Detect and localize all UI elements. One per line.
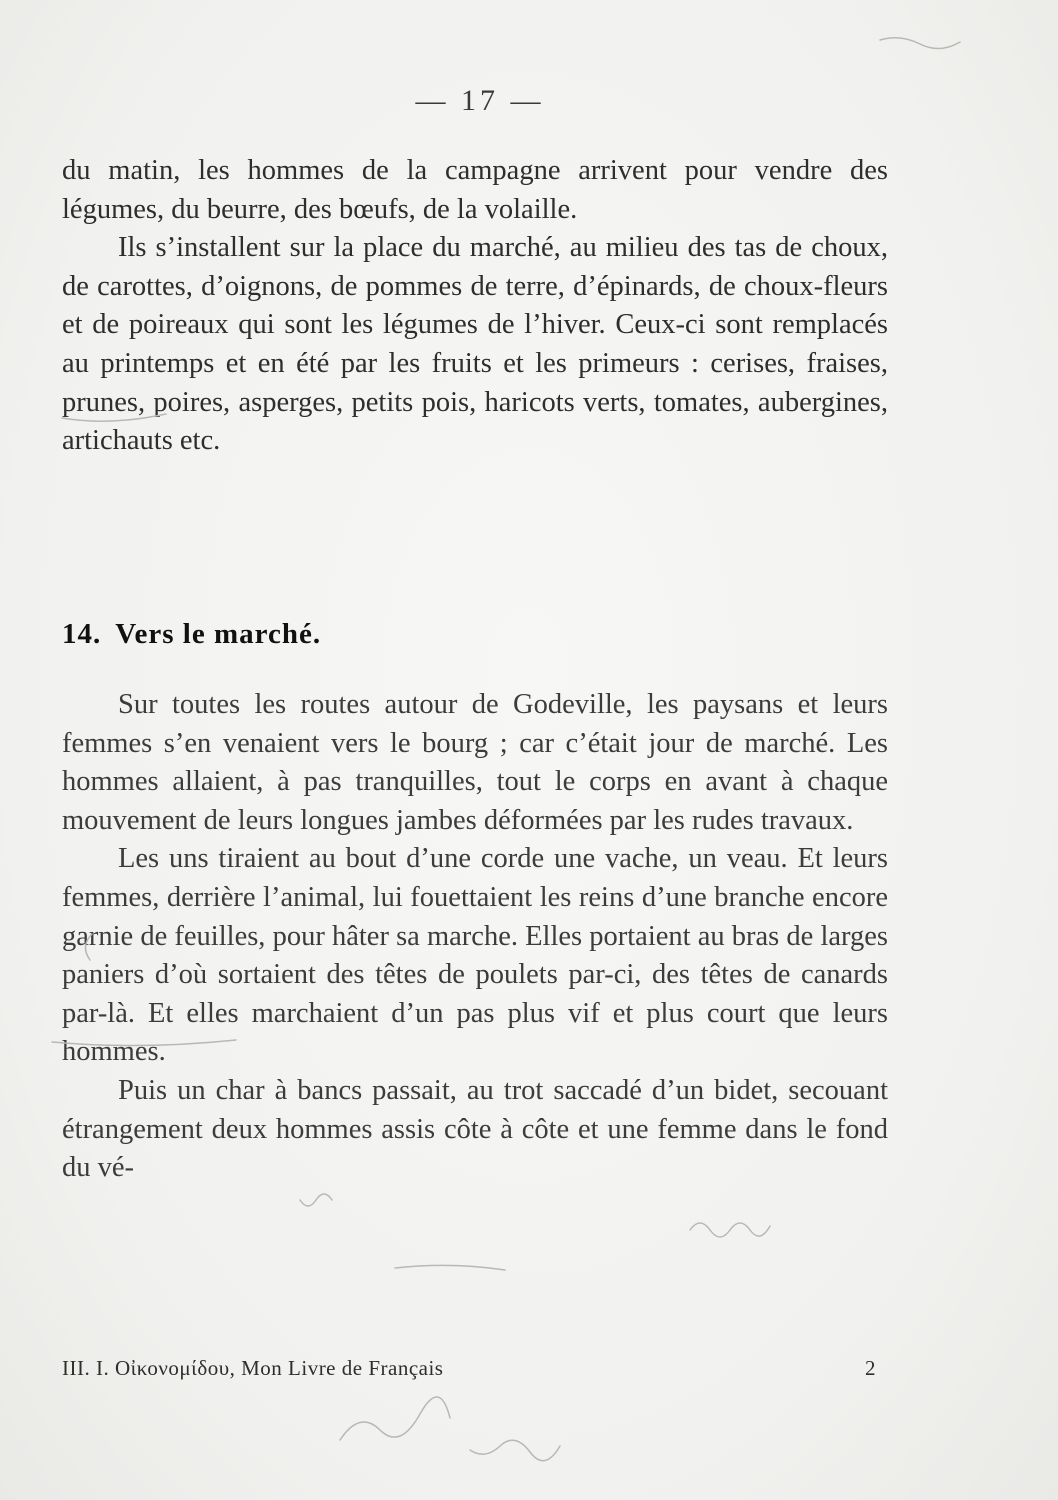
footer-sheet-number: 2 bbox=[865, 1356, 876, 1380]
paragraph: Puis un char à bancs passait, au trot saccadé d’un bidet, secouant étrangement deux hommes assis côte à côte et une femme dans le fond du vé- bbox=[62, 1074, 888, 1184]
pencil-scribble bbox=[340, 1397, 450, 1440]
paragraph: Ils s’installent sur la place du marché, au milieu des tas de choux, de carottes, d’oignons, de pommes de terre, d’épinards, de choux-fleurs et de poireaux qui sont les légumes de l’hiver. Ceux-ci sont remplacés au printemps et en été par les fruits et les primeurs : cerises, fraises, prunes, poires, asperges, petits pois, haricots verts, tomates, aubergines, artichauts etc. bbox=[62, 232, 888, 457]
paragraph: du matin, les hommes de la campagne arrivent pour vendre des légumes, du beurre, des bœufs, de la volaille. bbox=[62, 155, 888, 225]
footer-book-title: ΙΙΙ. Ι. Οἰκονομίδου, Mon Livre de Français bbox=[62, 1356, 444, 1380]
paragraph: Les uns tiraient au bout d’une corde une vache, un veau. Et leurs femmes, derrière l’animal, lui fouettaient les reins d’une branche encore garnie de feuilles, pour hâter sa marche. Elles portaient au bras de larges paniers d’où sortaient des têtes de poulets par-ci, des têtes de canards par-là. Et elles marchaient d’un pas plus vif et plus court que leurs hommes. bbox=[62, 843, 888, 1068]
section-number: 14. bbox=[62, 618, 102, 650]
intro-text bbox=[62, 152, 888, 461]
pencil-scribble bbox=[470, 1440, 560, 1460]
pencil-underline bbox=[395, 1265, 505, 1270]
section-heading bbox=[62, 618, 321, 651]
section-text bbox=[62, 686, 888, 1188]
page-number: — 17 — bbox=[415, 84, 545, 117]
pencil-scribble bbox=[690, 1223, 770, 1237]
pencil-scribble bbox=[300, 1194, 332, 1206]
paragraph: Sur toutes les routes autour de Godeville, les paysans et leurs femmes s’en venaient vers le bourg ; car c’était jour de marché. Les hommes allaient, à pas tranquilles, tout le corps en avant à chaque mouvement de leurs longues jambes déformées par les rudes travaux. bbox=[62, 689, 888, 836]
pencil-scribble bbox=[880, 38, 960, 49]
section-title: Vers le marché. bbox=[115, 618, 322, 650]
